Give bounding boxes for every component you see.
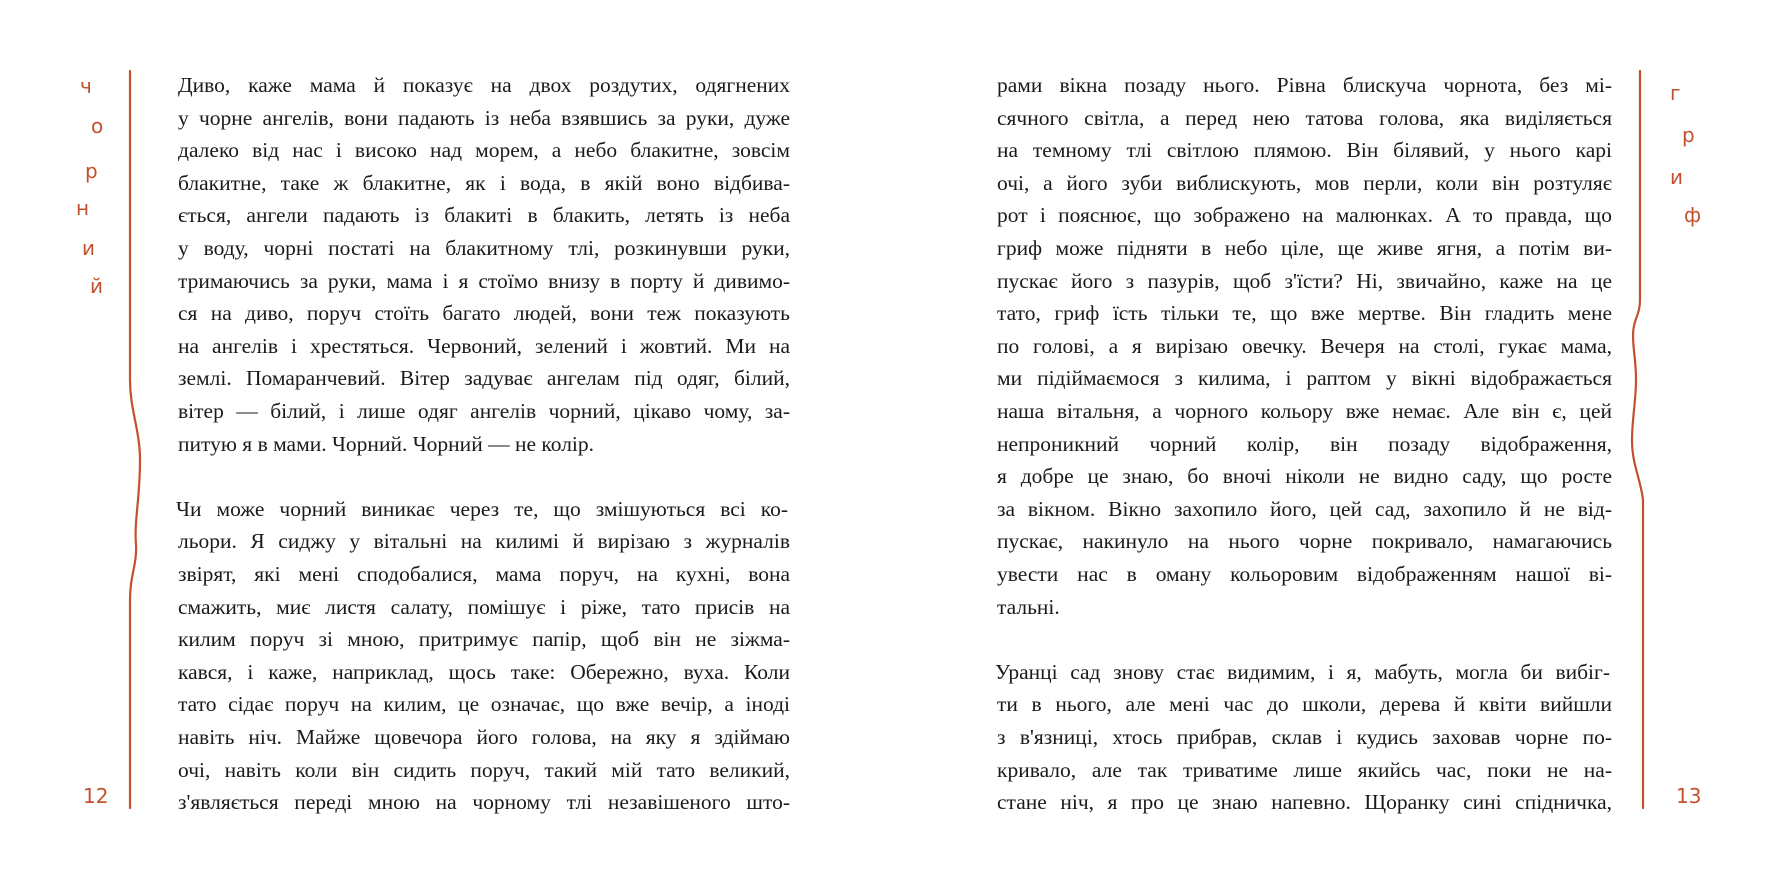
text-line: ми підіймаємося з килима, і раптом у вікні відображається — [997, 366, 1612, 391]
text-line: Диво, каже мама й показує на двох роздутих, одягнених — [178, 73, 790, 97]
margin-word-gryf — [1670, 83, 1720, 243]
text-line: рот і пояснює, що зображено на малюнках. А то правда, що — [997, 203, 1612, 228]
text-line: тато сідає поруч на килим, це означає, що вже вечір, а іноді — [178, 692, 790, 717]
text-line: непроникний чорний колір, він позаду відображення, — [997, 431, 1612, 456]
text-line: з в'язниці, хтось прибрав, склав і кудись заховав чорне по- — [997, 725, 1612, 749]
text-line: ється, ангели падають із блакиті в блакить, летять із неба — [178, 203, 790, 228]
text-line: кривало, але так триватиме лише якийсь час, поки не на- — [997, 757, 1612, 782]
margin-letter: г — [1670, 81, 1681, 105]
text-line: звірят, які мені сподобалися, мама поруч, на кухні, вона — [178, 562, 790, 586]
text-line: Чи може чорний виникає через те, що змішуються всі ко- — [176, 496, 788, 521]
margin-letter: ч — [80, 74, 92, 98]
text-line: на ангелів і хрестяться. Червоний, зелений і жовтий. Ми на — [178, 333, 790, 358]
text-line: смажить, миє листя салату, помішує і ріже, тато присів на — [178, 594, 790, 619]
text-line: далеко від нас і високо над морем, а небо блакитне, зовсім — [178, 138, 790, 163]
margin-letter: и — [82, 236, 95, 260]
text-line: килим поруч зі мною, притримує папір, щоб він не зіжма- — [178, 627, 790, 652]
margin-letter: й — [90, 274, 103, 298]
text-line: льори. Я сиджу у вітальні на килимі й вирізаю з журналів — [178, 529, 790, 554]
text-line: по голові, а я вирізаю овечку. Вечеря на столі, гукає мама, — [997, 333, 1612, 358]
margin-letter: н — [76, 196, 90, 220]
text-line: кався, і каже, наприклад, щось таке: Обережно, вуха. Коли — [178, 659, 790, 684]
margin-letter: ф — [1684, 203, 1702, 227]
margin-letter: р — [1682, 123, 1695, 147]
text-line: землі. Помаранчевий. Вітер задуває ангелам під одяг, білий, — [178, 366, 790, 391]
text-line: питую я в мами. Чорний. Чорний — не колір. — [178, 431, 595, 456]
text-line: рами вікна позаду нього. Рівна блискуча чорнота, без мі- — [997, 73, 1612, 97]
text-line: очі, а його зуби виблискують, мов перли, коли він розтуляє — [997, 170, 1612, 195]
text-line: вітер — білий, і лише одяг ангелів чорний, цікаво чому, за- — [178, 399, 790, 423]
text-line: ся на диво, поруч стоїть багато людей, вони теж показують — [178, 301, 790, 326]
text-line: очі, навіть коли він сидить поруч, такий мій тато великий, — [178, 757, 790, 782]
text-line: тримаючись за руки, мама і я стоїмо внизу в порту й дивимо- — [178, 268, 790, 293]
page-number-left: 12 — [83, 784, 109, 808]
text-line: сячного світла, а перед нею татова голова, яка виділяється — [997, 105, 1612, 130]
margin-letter: р — [85, 159, 98, 183]
text-line: гриф може підняти в небо ціле, ще живе ягня, а потім ви- — [997, 236, 1612, 260]
text-line: увести нас в оману кольоровим відображенням нашої ві- — [997, 562, 1612, 586]
text-line: у чорне ангелів, вони падають із неба взявшись за руки, дуже — [178, 105, 790, 130]
text-line: наша вітальня, а чорного кольору вже немає. Але він є, цей — [997, 399, 1612, 423]
text-line: на темному тлі світлою плямою. Він білявий, у нього карі — [997, 138, 1612, 163]
text-line: ти в нього, але мені час до школи, дерева й квіти вийшли — [997, 692, 1612, 717]
text-line: тато, гриф їсть тільки те, що вже мертве. Він гладить мене — [997, 301, 1612, 326]
margin-letter: и — [1670, 165, 1683, 189]
text-line: пускає його з пазурів, щоб з'їсти? Ні, звичайно, каже на це — [997, 268, 1612, 293]
page-number-right: 13 — [1676, 784, 1702, 808]
text-line: стане ніч, я про це знаю напевно. Щоранку сині спідничка, — [997, 790, 1612, 815]
text-line: пускає, накинуло на нього чорне покривало, намагаючись — [997, 529, 1612, 554]
text-line: тальні. — [997, 594, 1060, 619]
text-line: з'являється переді мною на чорному тлі незавішеного што- — [178, 790, 790, 815]
text-line: за вікном. Вікно захопило його, цей сад, захопило й не від- — [997, 496, 1612, 521]
text-line: блакитне, таке ж блакитне, як і вода, в якій воно відбива- — [178, 170, 790, 195]
right-page — [886, 0, 1772, 886]
text-line: я добре це знаю, бо вночі ніколи не видно саду, що росте — [997, 464, 1612, 489]
margin-letter: о — [91, 114, 104, 138]
margin-word-chornyi — [76, 76, 116, 316]
text-line: Уранці сад знову стає видимим, і я, мабуть, могла би вибіг- — [995, 659, 1610, 684]
text-line: у воду, чорні постаті на блакитному тлі, розкинувши руки, — [178, 236, 790, 260]
text-line: навіть ніч. Майже щовечора його голова, на яку я здіймаю — [178, 725, 790, 749]
